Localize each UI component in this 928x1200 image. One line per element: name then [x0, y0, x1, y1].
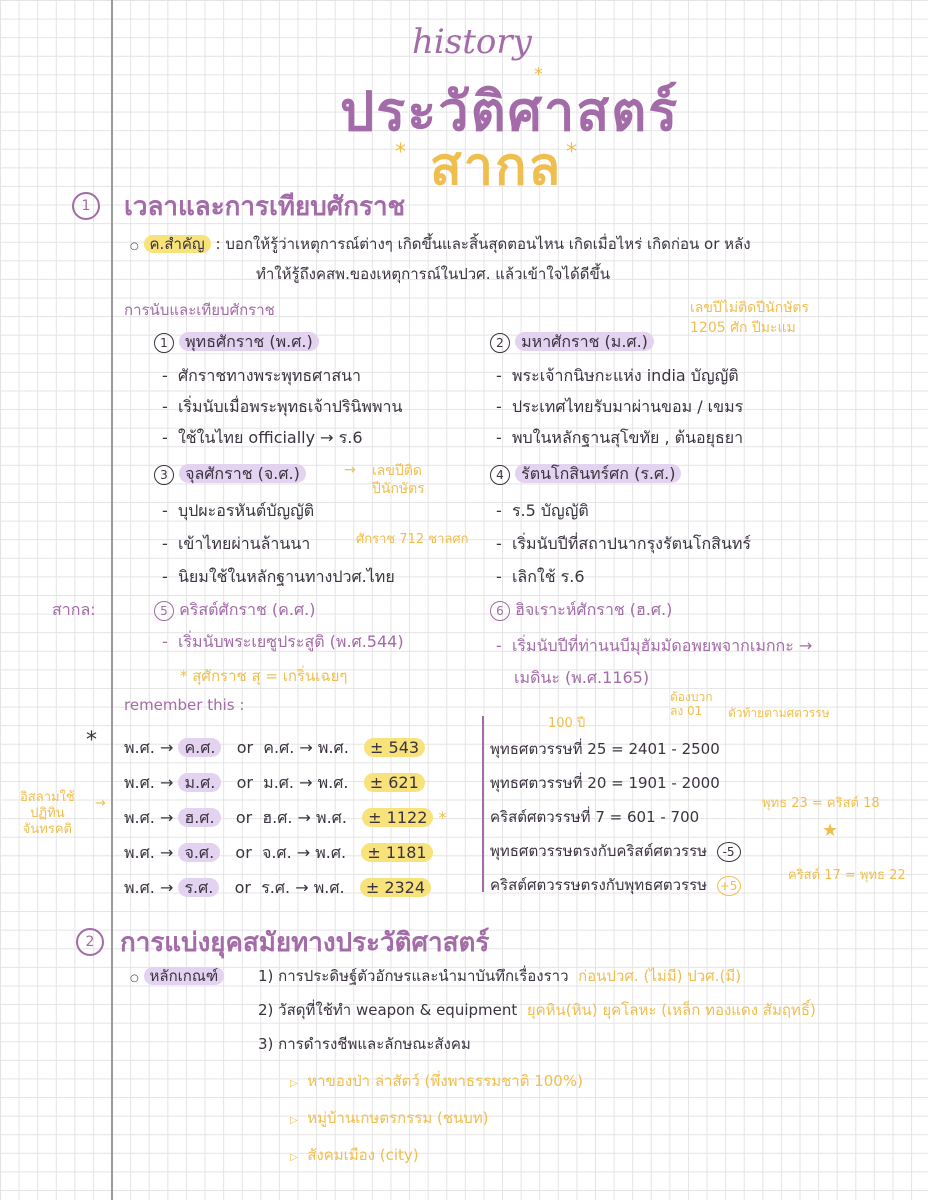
star-icon: * [566, 140, 577, 165]
century-row: คริสต์ศตวรรษตรงกับพุทธศตวรรษ +5 [490, 868, 741, 902]
key-text-line2: ทำให้รู้ถึงคสพ.ของเหตุการณ์ในปวศ. แล้วเข้าใจได้ดีขึ้น [256, 265, 610, 283]
minus-note: ต้องบวก ลง 01 [670, 690, 713, 718]
list-item: - บุปผะอรหันต์บัญญัติ [162, 501, 315, 520]
century-example-note: คริสต์ 17 = พุทธ 22 [788, 868, 906, 883]
section-number-badge: 1 [72, 192, 100, 220]
era3-note2: ศักราช 712 ชาลศก [356, 532, 469, 547]
era4-title-row [490, 462, 681, 487]
conversion-row: พ.ศ. → ร.ศ. or ร.ศ. → พ.ศ. ± 2324 [124, 870, 446, 905]
criteria-label: หลักเกณฑ์ [144, 967, 225, 985]
list-item: - ศักราชทางพระพุทธศาสนา [162, 366, 361, 385]
star-icon: * [395, 140, 406, 165]
century-example-note: พุทธ 23 = คริสต์ 18 [762, 796, 880, 811]
global-label: สากล: [52, 600, 96, 619]
era2-note: เลขปีไม่ติดปีนักษัตร 1205 ศัก ปีมะแม [690, 300, 810, 336]
key-label: ค.สำคัญ [144, 235, 211, 253]
era2-list [496, 360, 743, 453]
era2-title-row [490, 330, 654, 355]
era1-list [162, 360, 402, 453]
criteria-row [130, 964, 224, 988]
list-item: - เริ่มนับเมื่อพระพุทธเจ้าปรินิพพาน [162, 397, 403, 416]
list-item: - พบในหลักฐานสุโขทัย , ต้นอยุธยา [496, 428, 744, 447]
era5-title-row [154, 598, 315, 623]
conversion-row: พ.ศ. → ฮ.ศ. or ฮ.ศ. → พ.ศ. ± 1122 * [124, 808, 447, 827]
century-row: พุทธศตวรรษที่ 25 = 2401 - 2500 [490, 740, 720, 758]
english-title: history [412, 22, 532, 62]
criteria-2: 2) วัสดุที่ใช้ทำ weapon & equipment ยุคหิน(หิน) ยุคโลหะ (เหล็ก ทองแดง สัมฤทธิ์) [258, 1001, 816, 1019]
era5-list [162, 630, 404, 655]
islam-note: อิสลามใช้ ปฏิทิน จันทรคติ [20, 790, 75, 837]
asterisk-icon: * [86, 728, 97, 753]
key-point-row [130, 232, 751, 256]
list-item: - เริ่มนับปีที่ท่านนบีมุฮัมมัดอพยพจากเมกกะ → [496, 636, 813, 655]
list-item: ▷ สังคมเมือง (city) [290, 1146, 419, 1164]
divider-line [482, 716, 484, 892]
conversion-table [124, 730, 446, 905]
era3-note: เลขปีติด ปีนักษัตร [372, 463, 425, 497]
conversion-row: พ.ศ. → ม.ศ. or ม.ศ. → พ.ศ. ± 621 [124, 765, 446, 800]
list-item: เมดินะ (พ.ศ.1165) [514, 668, 650, 687]
era-title: พุทธศักราช (พ.ศ.) [179, 332, 319, 351]
list-item: - เริ่มนับพระเยซูประสูติ (พ.ศ.544) [162, 632, 404, 651]
era6-list [496, 630, 812, 694]
criteria-3: 3) การดำรงชีพและลักษณะสังคม [258, 1035, 471, 1053]
list-item: - พระเจ้ากนิษกะแห่ง india บัญญัติ [496, 366, 739, 385]
thai-title-line2: สากล [430, 137, 563, 197]
remember-label: remember this : [124, 696, 245, 714]
century-row: พุทธศตวรรษตรงกับคริสต์ศตวรรษ -5 [490, 834, 741, 868]
conversion-row: พ.ศ. → ค.ศ. or ค.ศ. → พ.ศ. ± 543 [124, 730, 446, 765]
era-title: รัตนโกสินทร์ศก (ร.ศ.) [515, 464, 681, 483]
century-list [490, 732, 741, 902]
century-row: คริสต์ศตวรรษที่ 7 = 601 - 700 [490, 808, 700, 826]
era-number: 1 [154, 333, 174, 353]
century-note: 100 ปี [548, 716, 586, 731]
era4-list [496, 494, 751, 593]
era-number: 4 [490, 465, 510, 485]
era6-title-row [490, 598, 672, 623]
bullet-icon: ○ [130, 241, 139, 252]
list-item: ▷ หาของป่า ล่าสัตว์ (พึ่งพาธรรมชาติ 100%) [290, 1072, 583, 1090]
era1-title-row [154, 330, 319, 355]
century-row: พุทธศตวรรษที่ 20 = 1901 - 2000 [490, 774, 720, 792]
conversion-row: พ.ศ. → จ.ศ. or จ.ศ. → พ.ศ. ± 1181 [124, 835, 446, 870]
list-item: ▷ หมู่บ้านเกษตรกรรม (ชนบท) [290, 1109, 489, 1127]
list-item: - เริ่มนับปีที่สถาปนากรุงรัตนโกสินทร์ [496, 534, 752, 553]
era-number: 6 [490, 601, 510, 621]
bullet-icon: ○ [130, 973, 139, 984]
list-item: - เลิกใช้ ร.6 [496, 567, 585, 586]
star-icon: * [534, 64, 543, 85]
list-item: - เข้าไทยผ่านล้านนา [162, 534, 311, 553]
arrow-icon: → [344, 462, 356, 478]
key-text: : บอกให้รู้ว่าเหตุการณ์ต่างๆ เกิดขึ้นและสิ้นสุดตอนไหน เกิดเมื่อไหร่ เกิดก่อน or หลัง [215, 235, 751, 253]
era-number: 3 [154, 465, 174, 485]
era5-note: * สุศักราช สุ = เกริ่นเฉยๆ [180, 667, 348, 685]
era-title: จุลศักราช (จ.ศ.) [179, 464, 306, 483]
era3-title-row [154, 462, 306, 487]
era-title: ฮิจเราะห์ศักราช (ฮ.ศ.) [515, 600, 673, 619]
sub-heading: การนับและเทียบศักราช [124, 301, 275, 319]
section-heading: การแบ่งยุคสมัยทางประวัติศาสตร์ [120, 928, 490, 958]
list-item: - นิยมใช้ในหลักฐานทางปวศ.ไทย [162, 567, 395, 586]
list-item: - ร.5 บัญญัติ [496, 501, 589, 520]
era-number: 5 [154, 601, 174, 621]
star-icon: ★ [822, 820, 839, 841]
era-title: คริสต์ศักราช (ค.ศ.) [179, 600, 316, 619]
section-number-badge: 2 [76, 928, 104, 956]
list-item: - ใช้ในไทย officially → ร.6 [162, 428, 363, 447]
era-title: มหาศักราช (ม.ศ.) [515, 332, 654, 351]
list-item: - ประเทศไทยรับมาผ่านขอม / เขมร [496, 397, 744, 416]
era-number: 2 [490, 333, 510, 353]
margin-line [111, 0, 113, 1200]
criteria-3-list [290, 1064, 583, 1175]
criteria-1: 1) การประดิษฐ์ตัวอักษรและนำมาบันทึกเรื่องราว ก่อนปวศ. (ไม่มี) ปวศ.(มี) [258, 967, 742, 985]
arrow-icon: → [95, 796, 106, 811]
last-digit-note: ตัวท้ายตามศตวรรษ [728, 706, 830, 720]
thai-title-line1: ประวัติศาสตร์ [340, 80, 680, 143]
section-heading: เวลาและการเทียบศักราช [124, 192, 406, 222]
